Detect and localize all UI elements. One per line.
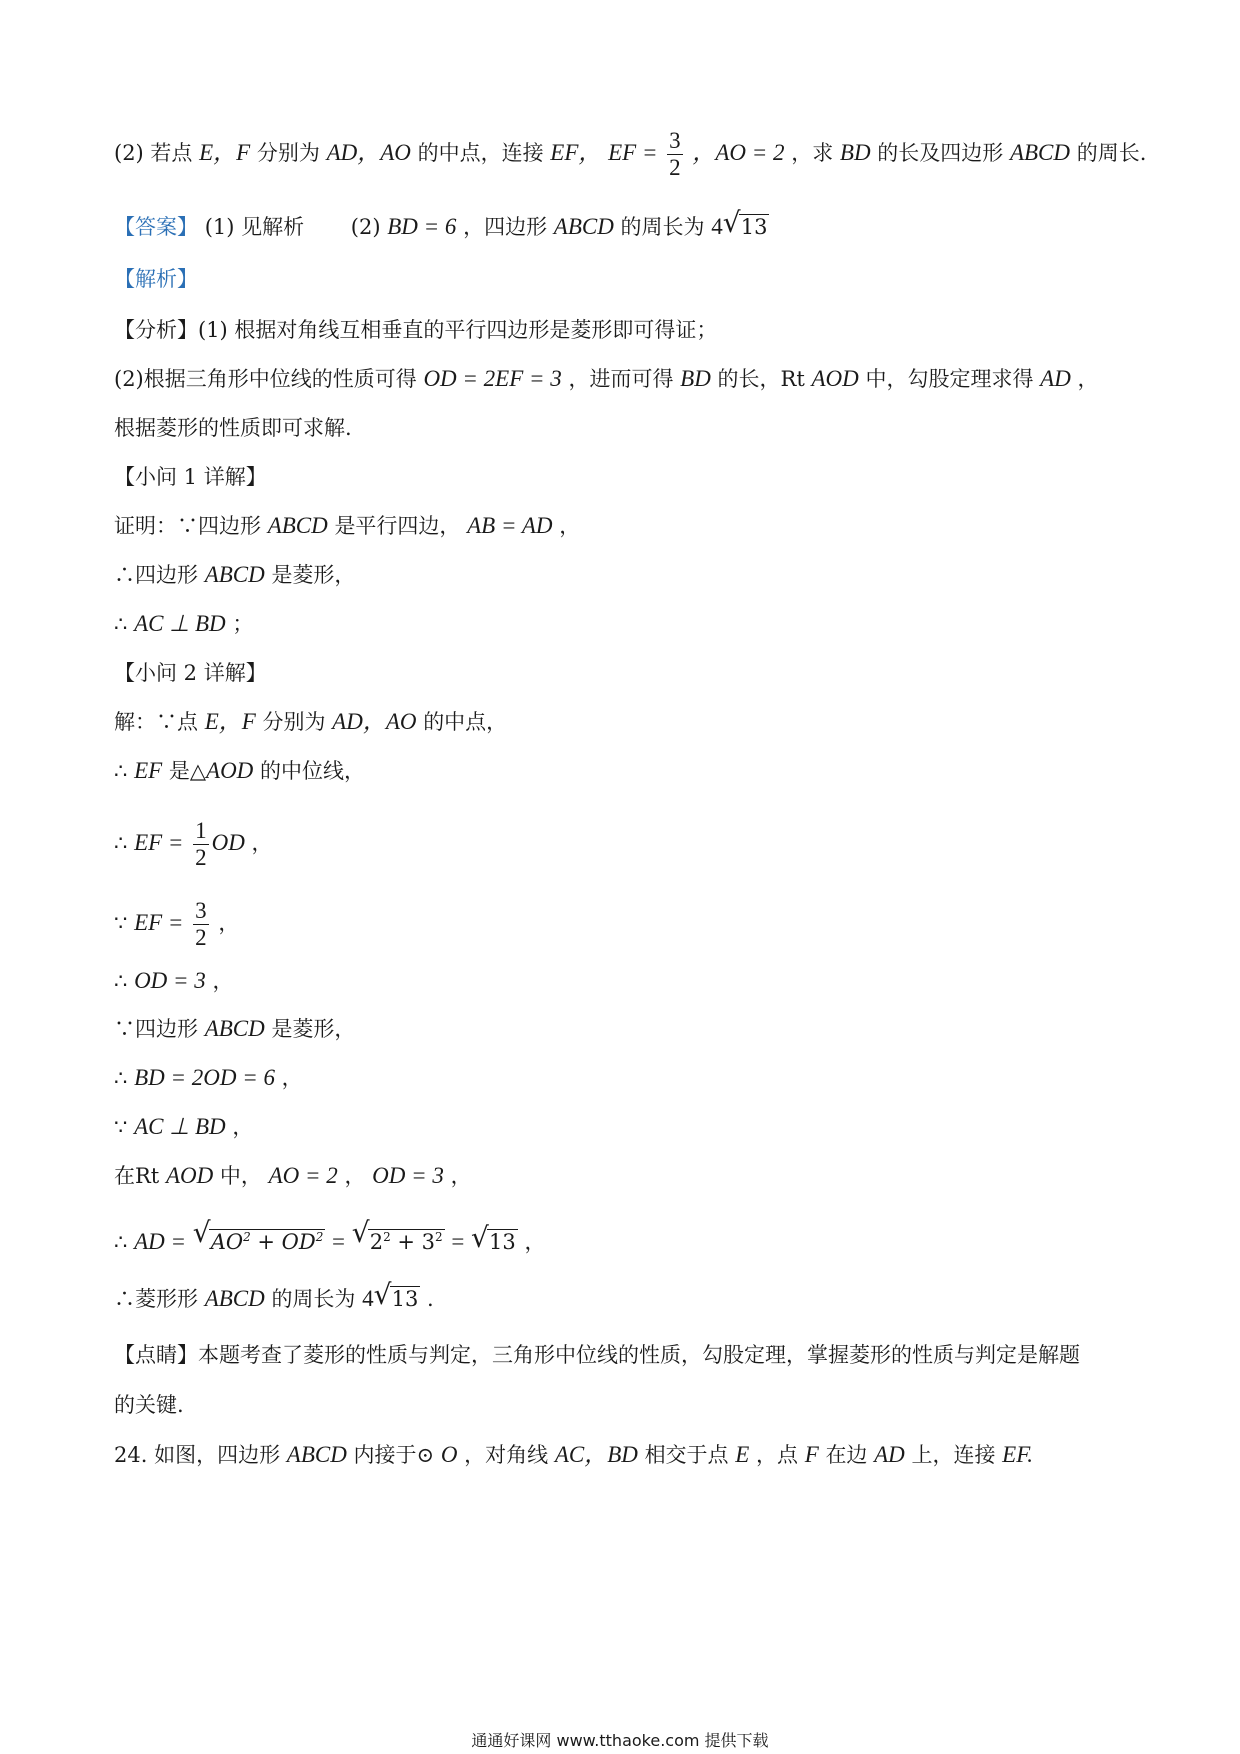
sub2-line-3: ∴ EF = $\frac{1}{2}$ OD ，	[114, 818, 273, 870]
sub1-line-1: 证明：∵四边形 ABCD 是平行四边， AB = AD ，	[114, 513, 581, 538]
sub2-line-9: 在Rt AOD 中， AO = 2 ， OD = 3 ，	[114, 1163, 472, 1188]
answer-tag: 【答案】	[114, 215, 198, 239]
sub2-line-5: ∴ OD = 3 ，	[114, 968, 234, 993]
sub2-line-7: ∴ BD = 2OD = 6 ，	[114, 1065, 303, 1090]
sub1-line-2: ∴四边形 ABCD 是菱形，	[114, 562, 356, 587]
answer-line: 【答案】 (1) 见解析 (2) BD = 6 ，四边形 ABCD 的周长为 4√ 13	[114, 212, 769, 242]
sqrt-2sq-3sq: √ $2^2 + 3^2$	[352, 1222, 445, 1257]
sqrt-13-b: √ 13	[471, 1227, 518, 1257]
sub2-line-8: ∵ AC ⊥ BD ，	[114, 1114, 254, 1139]
sub2-line-1: 解：∵点 E，F 分别为 AD，AO 的中点，	[114, 709, 508, 734]
question-2: (2) 若点 E，F 分别为 AD，AO 的中点，连接 EF， EF = $\frac{3}{2}$ ，AO = 2 ，求 BD 的长及四边形 ABCD 的周长.	[114, 128, 1147, 180]
sqrt-13-c: √ 13	[374, 1284, 421, 1314]
fraction-3-2b: $\frac{3}{2}$	[195, 898, 207, 950]
sqrt-ao2-od2: √ $AO^2 + OD^2$	[193, 1222, 326, 1257]
fenxi-line-3: 根据菱形的性质即可求解.	[114, 416, 352, 440]
sqrt-13: √ 13	[723, 212, 770, 242]
question-24: 24. 如图，四边形 ABCD 内接于⊙ O ，对角线 AC，BD 相交于点 E ，点 F 在边 AD 上，连接 EF.	[114, 1442, 1034, 1467]
fenxi-line-2: (2)根据三角形中位线的性质可得 OD = 2EF = 3 ，进而可得 BD 的长，Rt AOD 中，勾股定理求得 AD ，	[114, 366, 1099, 391]
dianjing-line-2: 的关键.	[114, 1393, 184, 1417]
fenxi-line-1: 【分析】(1) 根据对角线互相垂直的平行四边形是菱形即可得证；	[114, 318, 718, 342]
sub2-line-4: ∵ EF = $\frac{3}{2}$ ，	[114, 898, 240, 950]
sub2-line-11: ∴菱形形 ABCD 的周长为 4√ 13 .	[114, 1284, 434, 1314]
sub2-line-6: ∵四边形 ABCD 是菱形，	[114, 1016, 356, 1041]
sub1-line-3: ∴ AC ⊥ BD ；	[114, 611, 254, 636]
sub1-tag: 【小问 1 详解】	[114, 465, 267, 489]
fraction-1-2: $\frac{1}{2}$	[195, 818, 207, 870]
sub2-tag: 【小问 2 详解】	[114, 661, 267, 685]
sub2-line-2: ∴ EF 是△AOD 的中位线，	[114, 758, 365, 783]
footer-watermark: 通通好课网 www.tthaoke.com 提供下载	[471, 1731, 769, 1750]
fraction-3-2: $\frac{3}{2}$	[669, 128, 681, 180]
analysis-tag: 【解析】	[114, 267, 198, 291]
dianjing-line-1: 【点睛】本题考查了菱形的性质与判定，三角形中位线的性质，勾股定理，掌握菱形的性质与判定是解题	[114, 1343, 1080, 1367]
sub2-line-10: ∴ AD = √ $AO^2 + OD^2$ = √ $2^2 + 3^2$ = √ 13 ，	[114, 1222, 545, 1257]
